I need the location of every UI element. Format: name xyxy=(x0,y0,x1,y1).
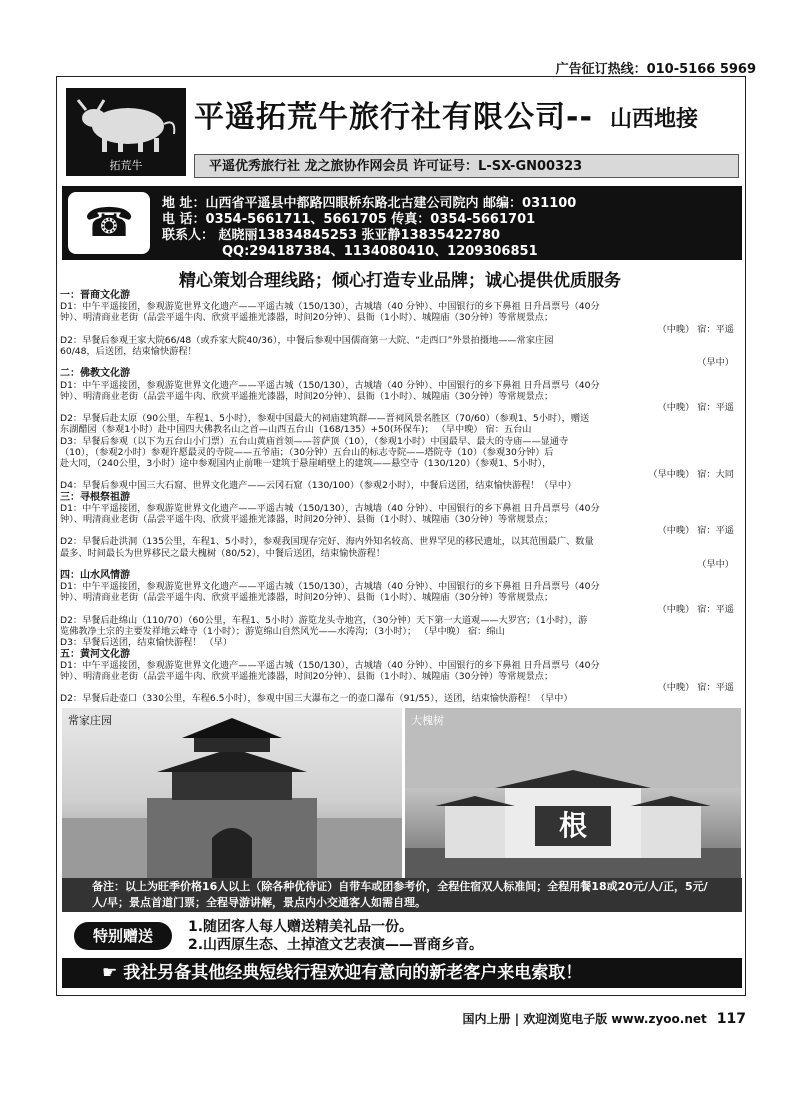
itinerary-line: 钟）、明清商业老街（品尝平遥牛肉、欣赏平遥推光漆器，时间20分钟）、县衙（1小时）、城隍庙（30分钟）等常规景点； xyxy=(60,514,554,526)
itinerary-meal-note: （中晚） 宿：平遥 xyxy=(657,402,734,414)
contact-phone: 电 话：0354-5661711、5661705 传真：0354-5661701 xyxy=(162,212,536,227)
itinerary-line: D4：早餐后参观中国三大石窟、世界文化遗产——云冈石窟（130/100）（参观2小时），中餐后送团，结束愉快游程！（早中） xyxy=(60,480,577,492)
itinerary-section-title: 三：寻根祭祖游 xyxy=(60,491,130,503)
itinerary-line: 览佛教净土宗的主要发祥地云峰寺（1小时）；游览绵山自然风光——水涛沟；（3小时）； （早中晚） 宿：绵山 xyxy=(60,626,505,638)
itinerary-line: 钟）、明清商业老街（品尝平遥牛肉、欣赏平遥推光漆器，时间20分钟）、县衙（1小时）、城隍庙（30分钟）等常规景点； xyxy=(60,390,554,402)
logo-text: 拓荒牛 xyxy=(109,159,143,172)
itinerary-line: 东湖醋园（参观1小时）赴中国四大佛教名山之首—山西五台山（168/135）+50(环保车)； （早中晚） 宿：五台山 xyxy=(60,424,532,436)
itinerary-line: D2：早餐后赴绵山（110/70）（60公里，车程1、5小时）游览龙头寺地宫，（30分钟）天下第一大道观——大罗宫；（1小时），游 xyxy=(60,614,588,626)
banner-text: 我社另备其他经典短线行程欢迎有意向的新老客户来电索取！ xyxy=(123,963,583,983)
photo-label-right: 大槐树 xyxy=(411,714,444,727)
itinerary-meal-note: （中晚） 宿：平遥 xyxy=(657,323,734,335)
itinerary-section-title: 五：黄河文化游 xyxy=(60,648,130,660)
itinerary-line: D3：早餐后送团，结束愉快游程！ （早） xyxy=(60,637,233,649)
memorial-gate-illustration xyxy=(405,708,741,878)
itinerary-meal-note: （早中） xyxy=(697,357,734,369)
itinerary-line: 赴大同，（240公里，3小时）途中参观国内止前唯一建筑于悬崖峭壁上的建筑——悬空寺（130/120）（参观1、5小时）， xyxy=(60,458,552,470)
photo-label-left: 常家庄园 xyxy=(68,714,112,727)
itinerary-meal-note: （早中晚） 宿：大同 xyxy=(648,469,734,481)
itinerary-section-title: 二：佛教文化游 xyxy=(60,368,130,380)
itinerary-line: D2：早餐后赴壶口（330公里，车程6.5小时），参观中国三大瀑布之一的壶口瀑布（91/55），送团，结束愉快游程！（早中） xyxy=(60,693,573,705)
itinerary-line: D1：中午平遥接团，参观游览世界文化遗产——平遥古城（150/130），古城墙（40 分钟）、中国银行的乡下鼻祖 日升昌票号（40分 xyxy=(60,581,600,593)
itinerary-line: 钟）、明清商业老街（品尝平遥牛肉、欣赏平遥推光漆器，时间20分钟）、县衙（1小时）、城隍庙（30分钟）等常规景点； xyxy=(60,670,554,682)
itinerary-line: D2：早餐后参观王家大院66/48（或乔家大院40/36），中餐后参观中国儒商第一大院、“走西口”外景拍摄地——常家庄园 xyxy=(60,334,554,346)
ad-hotline: 广告征订热线：010-5166 5969 xyxy=(555,62,756,77)
contact-panel xyxy=(62,186,742,260)
itinerary-line: D1：中午平遥接团，参观游览世界文化遗产——平遥古城（150/130），古城墙（40 分钟）、中国银行的乡下鼻祖 日升昌票号（40分 xyxy=(60,659,600,671)
contact-qq: QQ:294187384、1134080410、1209306851 xyxy=(222,244,538,259)
hand-pointer-icon: ☛ xyxy=(102,963,118,983)
itinerary-line: D1：中午平遥接团，参观游览世界文化遗产——平遥古城（150/130），古城墙（40 分钟）、中国银行的乡下鼻祖 日升昌票号（40分 xyxy=(60,502,600,514)
photo-big-locust-tree xyxy=(405,708,741,878)
itinerary-meal-note: （早中） xyxy=(697,558,734,570)
itinerary-line: （10），（参观2小时）参观许愿最灵的寺院——五爷庙；（30分钟）五台山的标志寺院——塔院寺（10）（参观30分钟）后 xyxy=(60,446,554,458)
special-gift-tag: 特别赠送 xyxy=(74,922,172,950)
membership-bar: 平遥优秀旅行社 龙之旅协作网会员 许可证号：L-SX-GN00323 xyxy=(194,154,739,178)
gift-list xyxy=(188,918,483,954)
itinerary-meal-note: （中晚） 宿：平遥 xyxy=(657,603,734,615)
company-logo xyxy=(66,88,186,176)
itinerary-line: D3：早餐后参观（以下为五台山小门票）五台山黄庙首领——菩萨顶（10），（参观1小时）中国最早、最大的寺庙——显通寺 xyxy=(60,435,569,447)
contact-people: 联系人： 赵晓丽13834845253 张亚静13835422780 xyxy=(162,228,501,243)
itinerary-list xyxy=(60,290,744,705)
itinerary-line: 钟）、明清商业老街（品尝平遥牛肉、欣赏平遥推光漆器，时间20分钟）、县衙（1小时）、城隍庙（30分钟）等常规景点； xyxy=(60,592,554,604)
slogan: 精心策划合理线路；倾心打造专业品牌；诚心提供优质服务 xyxy=(179,271,621,291)
page-number: 117 xyxy=(716,1011,746,1027)
itinerary-line: 钟）、明清商业老街（品尝平遥牛肉、欣赏平遥推光漆器，时间20分钟）、县衙（1小时）、城隍庙（30分钟）等常规景点； xyxy=(60,312,554,324)
gate-plaque: 根 xyxy=(558,809,587,842)
gate-tower-illustration xyxy=(62,708,402,878)
contact-address: 地 址：山西省平遥县中都路四眼桥东路北古建公司院内 邮编：031100 xyxy=(162,196,577,211)
itinerary-section-title: 四：山水风情游 xyxy=(60,570,130,582)
company-tagline: 山西地接 xyxy=(610,107,699,132)
itinerary-line: D1：中午平遥接团，参观游览世界文化遗产——平遥古城（150/130），古城墙（40 分钟）、中国银行的乡下鼻祖 日升昌票号（40分 xyxy=(60,379,600,391)
pricing-note: 备注：以上为旺季价格16人以上（除各种优待证）自带车或团参考价，全程住宿双人标准间；全程用餐18或20元/人/正，5元/人/早；景点首道门票；全程导游讲解，景点内小交通客人如需自理。 xyxy=(62,878,742,912)
itinerary-meal-note: （中晚） 宿：平遥 xyxy=(657,525,734,537)
phone-icon: ☎ xyxy=(68,192,150,254)
itinerary-line: 最多、时间最长为世界移民之最大槐树（80/52），中餐后送团，结束愉快游程！ xyxy=(60,547,386,559)
itinerary-meal-note: （中晚） 宿：平遥 xyxy=(657,682,734,694)
photo-changjia-manor xyxy=(62,708,402,878)
gift-item: 2.山西原生态、土掉渣文艺表演——晋商乡音。 xyxy=(188,937,484,953)
company-name: 平遥拓荒牛旅行社有限公司-- xyxy=(194,100,593,135)
bull-icon xyxy=(66,88,186,158)
itinerary-section-title: 一：晋商文化游 xyxy=(60,290,130,301)
itinerary-line: D2：早餐后赴太原（90公里，车程1、5小时），参观中国最大的祠庙建筑群——晋祠风景名胜区（70/60）（参观1、5小时），赠送 xyxy=(60,413,590,425)
footer-text: 国内上册 | 欢迎浏览电子版 www.zyoo.net xyxy=(462,1012,707,1026)
page-footer xyxy=(463,1010,746,1027)
gift-item: 1.随团客人每人赠送精美礼品一份。 xyxy=(188,919,414,935)
itinerary-line: 60/48，后送团，结束愉快游程！ xyxy=(60,346,197,358)
bottom-banner xyxy=(62,958,742,988)
itinerary-line: D2：早餐后赴洪洞（135公里，车程1、5小时），参观我国现存完好、海内外知名较高、世界罕见的移民遗址，以其范围最广、数量 xyxy=(60,536,594,548)
itinerary-line: D1：中午平遥接团，参观游览世界文化遗产——平遥古城（150/130），古城墙（40 分钟）、中国银行的乡下鼻祖 日升昌票号（40分 xyxy=(60,301,600,313)
